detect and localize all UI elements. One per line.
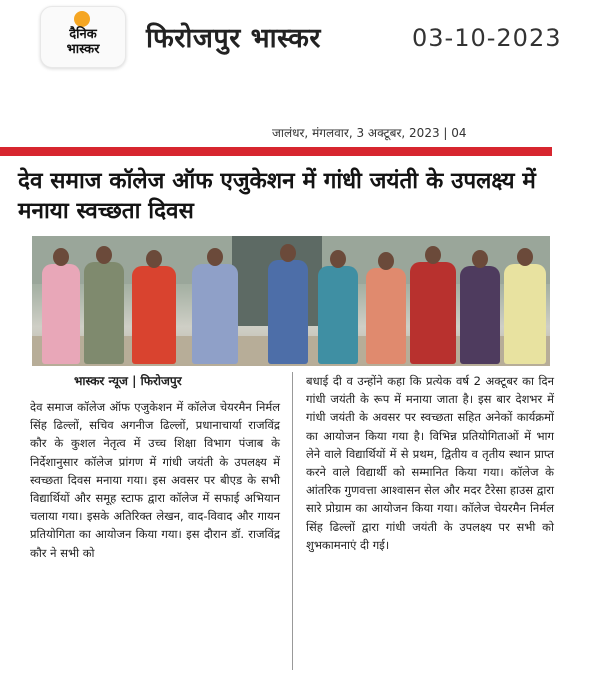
edition-title: फिरोजपुर भास्कर xyxy=(146,23,321,54)
photo-person xyxy=(132,266,176,364)
article-headline: देव समाज कॉलेज ऑफ एजुकेशन में गांधी जयंती के उपलक्ष्य में मनाया स्वच्छता दिवस xyxy=(18,168,536,224)
accent-bar xyxy=(0,147,552,156)
article-column-right: बधाई दी व उन्होंने कहा कि प्रत्येक वर्ष 2 अक्टूबर का दिन गांधी जयंती के रूप में मनाया जाता है। इस बार देशभर में गांधी जयंती के अवसर पर स्वच्छता सहित अनेकों कार्यक्रमों का आयोजन किया गया है। विभिन्न प्रतियोगिताओं में भाग लेने वाले विद्यार्थियों में से प्रथम, द्वितीय व तृतीय स्थान प्राप्त करने वाले विद्यार्थी को सम्मानित किया गया। कॉलेज के आंतरिक गुणवत्ता आश्वासन सेल और मदर टैरेसा हाउस द्वारा सारे प्रोग्राम का आयोजन किया गया। कॉलेज चेयरमैन निर्मल सिंह ढिल्लों द्वारा गांधी जयंती के उपलक्ष्य पर सभी को शुभकामनाएं दी गई। xyxy=(306,374,554,552)
photo-person xyxy=(192,264,238,364)
page-dateline: जालंधर, मंगलवार, 3 अक्टूबर, 2023 | 04 xyxy=(272,126,467,140)
article-byline: भास्कर न्यूज | फिरोजपुर xyxy=(74,374,182,388)
sun-icon xyxy=(74,11,90,27)
logo-line-1: दैनिक xyxy=(69,27,97,42)
photo-person xyxy=(84,262,124,364)
dainik-bhaskar-logo xyxy=(40,6,126,68)
edition-date: 03-10-2023 xyxy=(412,24,562,52)
photo-person xyxy=(42,264,80,364)
photo-person xyxy=(268,260,308,364)
photo-person xyxy=(460,266,500,364)
article-column-left: देव समाज कॉलेज ऑफ एजुकेशन में कॉलेज चेयरमैन निर्मल सिंह ढिल्लों, सचिव अगनीज ढिल्लों, प्रधानाचार्या राजविंद्र कौर के कुशल नेतृत्व में उच्च शिक्षा विभाग पंजाब के निर्देशानुसार कॉलेज प्रांगण में गांधी जयंती के उपलक्ष्य में स्वच्छता दिवस मनाया गया। इस अवसर पर बीएड के सभी विद्यार्थियों और समूह स्टाफ द्वारा कॉलेज में सफाई अभियान चलाया गया। इसके अतिरिक्त लेखन, वाद-विवाद और गायन प्रतियोगिता का आयोजन किया गया। इस दौरान डॉ. राजविंद्र कौर ने सभी को xyxy=(30,400,280,560)
article-photo xyxy=(32,236,550,366)
photo-person xyxy=(318,266,358,364)
logo-line-2: भास्कर xyxy=(66,42,100,57)
column-divider xyxy=(292,372,293,670)
photo-person xyxy=(366,268,406,364)
page-header xyxy=(0,0,607,84)
photo-person xyxy=(504,264,546,364)
photo-person xyxy=(410,262,456,364)
